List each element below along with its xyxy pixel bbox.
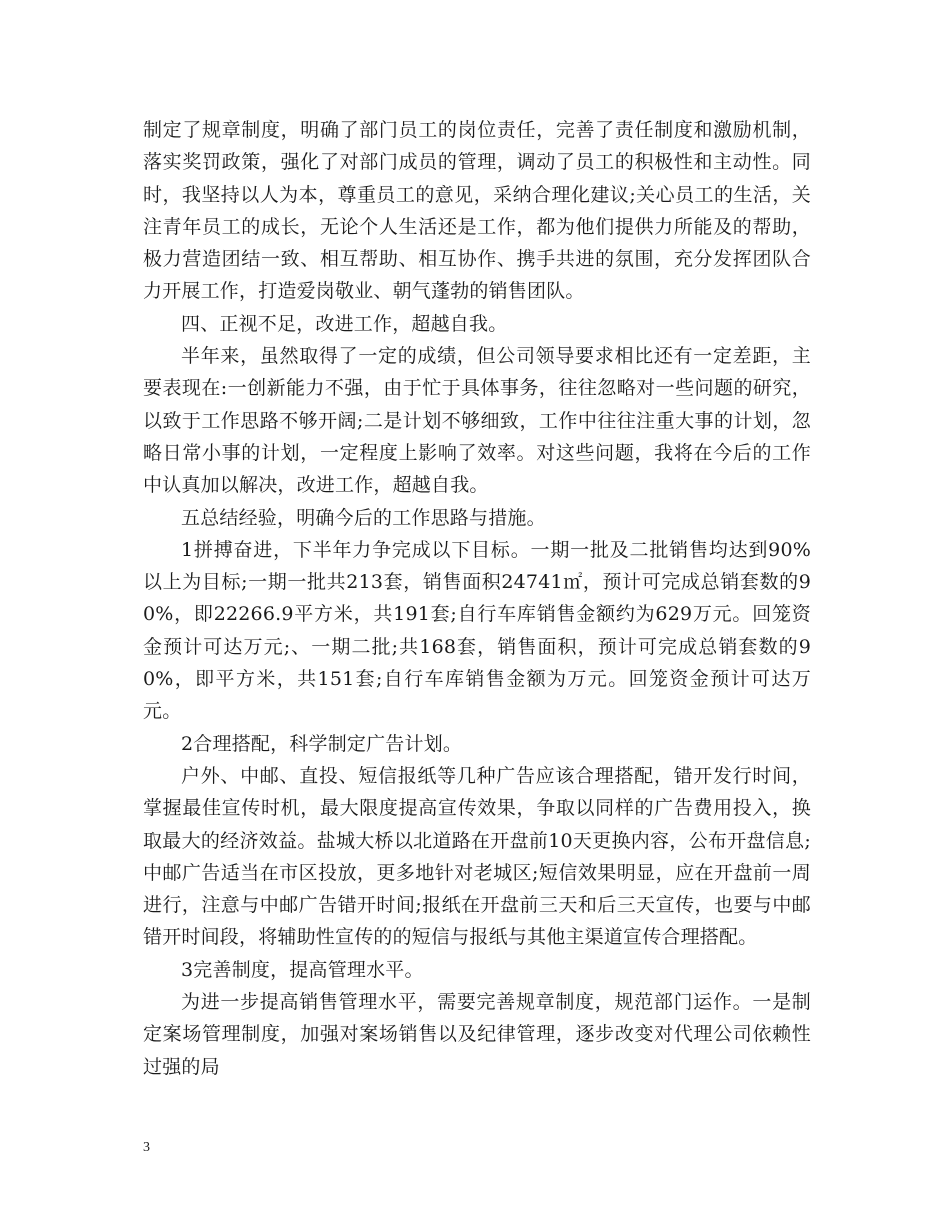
subheading-management: 3完善制度，提高管理水平。 — [181, 958, 424, 981]
paragraph-advertising-plan: 户外、中邮、直投、短信报纸等几种广告应该合理搭配，错开发行时间，掌握最佳宣传时机，最大限度提高宣传效果，争取以同样的广告费用投入，换取最大的经济效益。盐城大桥以北道路在开盘前10天更换内容，公布开盘信息;中邮广告适当在市区投放，更多地针对老城区;短信效果明显，应在开盘前一周进行，注意与中邮广告错开时间;报纸在开盘前三天和后三天宣传，也要与中邮错开时间段，将辅助性宣传的的短信与报纸与其他主渠道宣传合理搭配。 — [143, 764, 811, 949]
document-body — [143, 114, 811, 1083]
subheading-advertising: 2合理搭配，科学制定广告计划。 — [181, 732, 463, 755]
paragraph-management-rules: 为进一步提高销售管理水平，需要完善规章制度，规范部门运作。一是制定案场管理制度，加强对案场销售以及纪律管理，逐步改变对代理公司依赖性过强的局 — [143, 991, 811, 1078]
paragraph-sales-targets: 1拼搏奋进，下半年力争完成以下目标。一期一批及二批销售均达到90%以上为目标;一期一批共213套，销售面积24741㎡，预计可完成总销套数的90%，即22266.9平方米，共191套;自行车库销售金额约为629万元。回笼资金预计可达万元;、一期二批;共168套，销售面积，预计可完成总销套数的90%，即平方米，共151套;自行车库销售金额为万元。回笼资金预计可达万元。 — [143, 538, 811, 723]
section-heading-five: 五总结经验，明确今后的工作思路与措施。 — [181, 506, 546, 529]
section-heading-four: 四、正视不足，改进工作，超越自我。 — [181, 312, 508, 335]
page-number: 3 — [143, 1140, 150, 1155]
paragraph-shortcomings: 半年来，虽然取得了一定的成绩，但公司领导要求相比还有一定差距，主要表现在:一创新能力不强，由于忙于具体事务，往往忽略对一些问题的研究，以致于工作思路不够开阔;二是计划不够细致，工作中往往注重大事的计划，忽略日常小事的计划，一定程度上影响了效率。对这些问题，我将在今后的工作中认真加以解决，改进工作，超越自我。 — [143, 345, 811, 497]
paragraph-continued: 制定了规章制度，明确了部门员工的岗位责任，完善了责任制度和激励机制，落实奖罚政策，强化了对部门成员的管理，调动了员工的积极性和主动性。同时，我坚持以人为本，尊重员工的意见，采纳合理化建议;关心员工的生活，关注青年员工的成长，无论个人生活还是工作，都为他们提供力所能及的帮助，极力营造团结一致、相互帮助、相互协作、携手共进的氛围，充分发挥团队合力开展工作，打造爱岗敬业、朝气蓬勃的销售团队。 — [143, 119, 811, 303]
